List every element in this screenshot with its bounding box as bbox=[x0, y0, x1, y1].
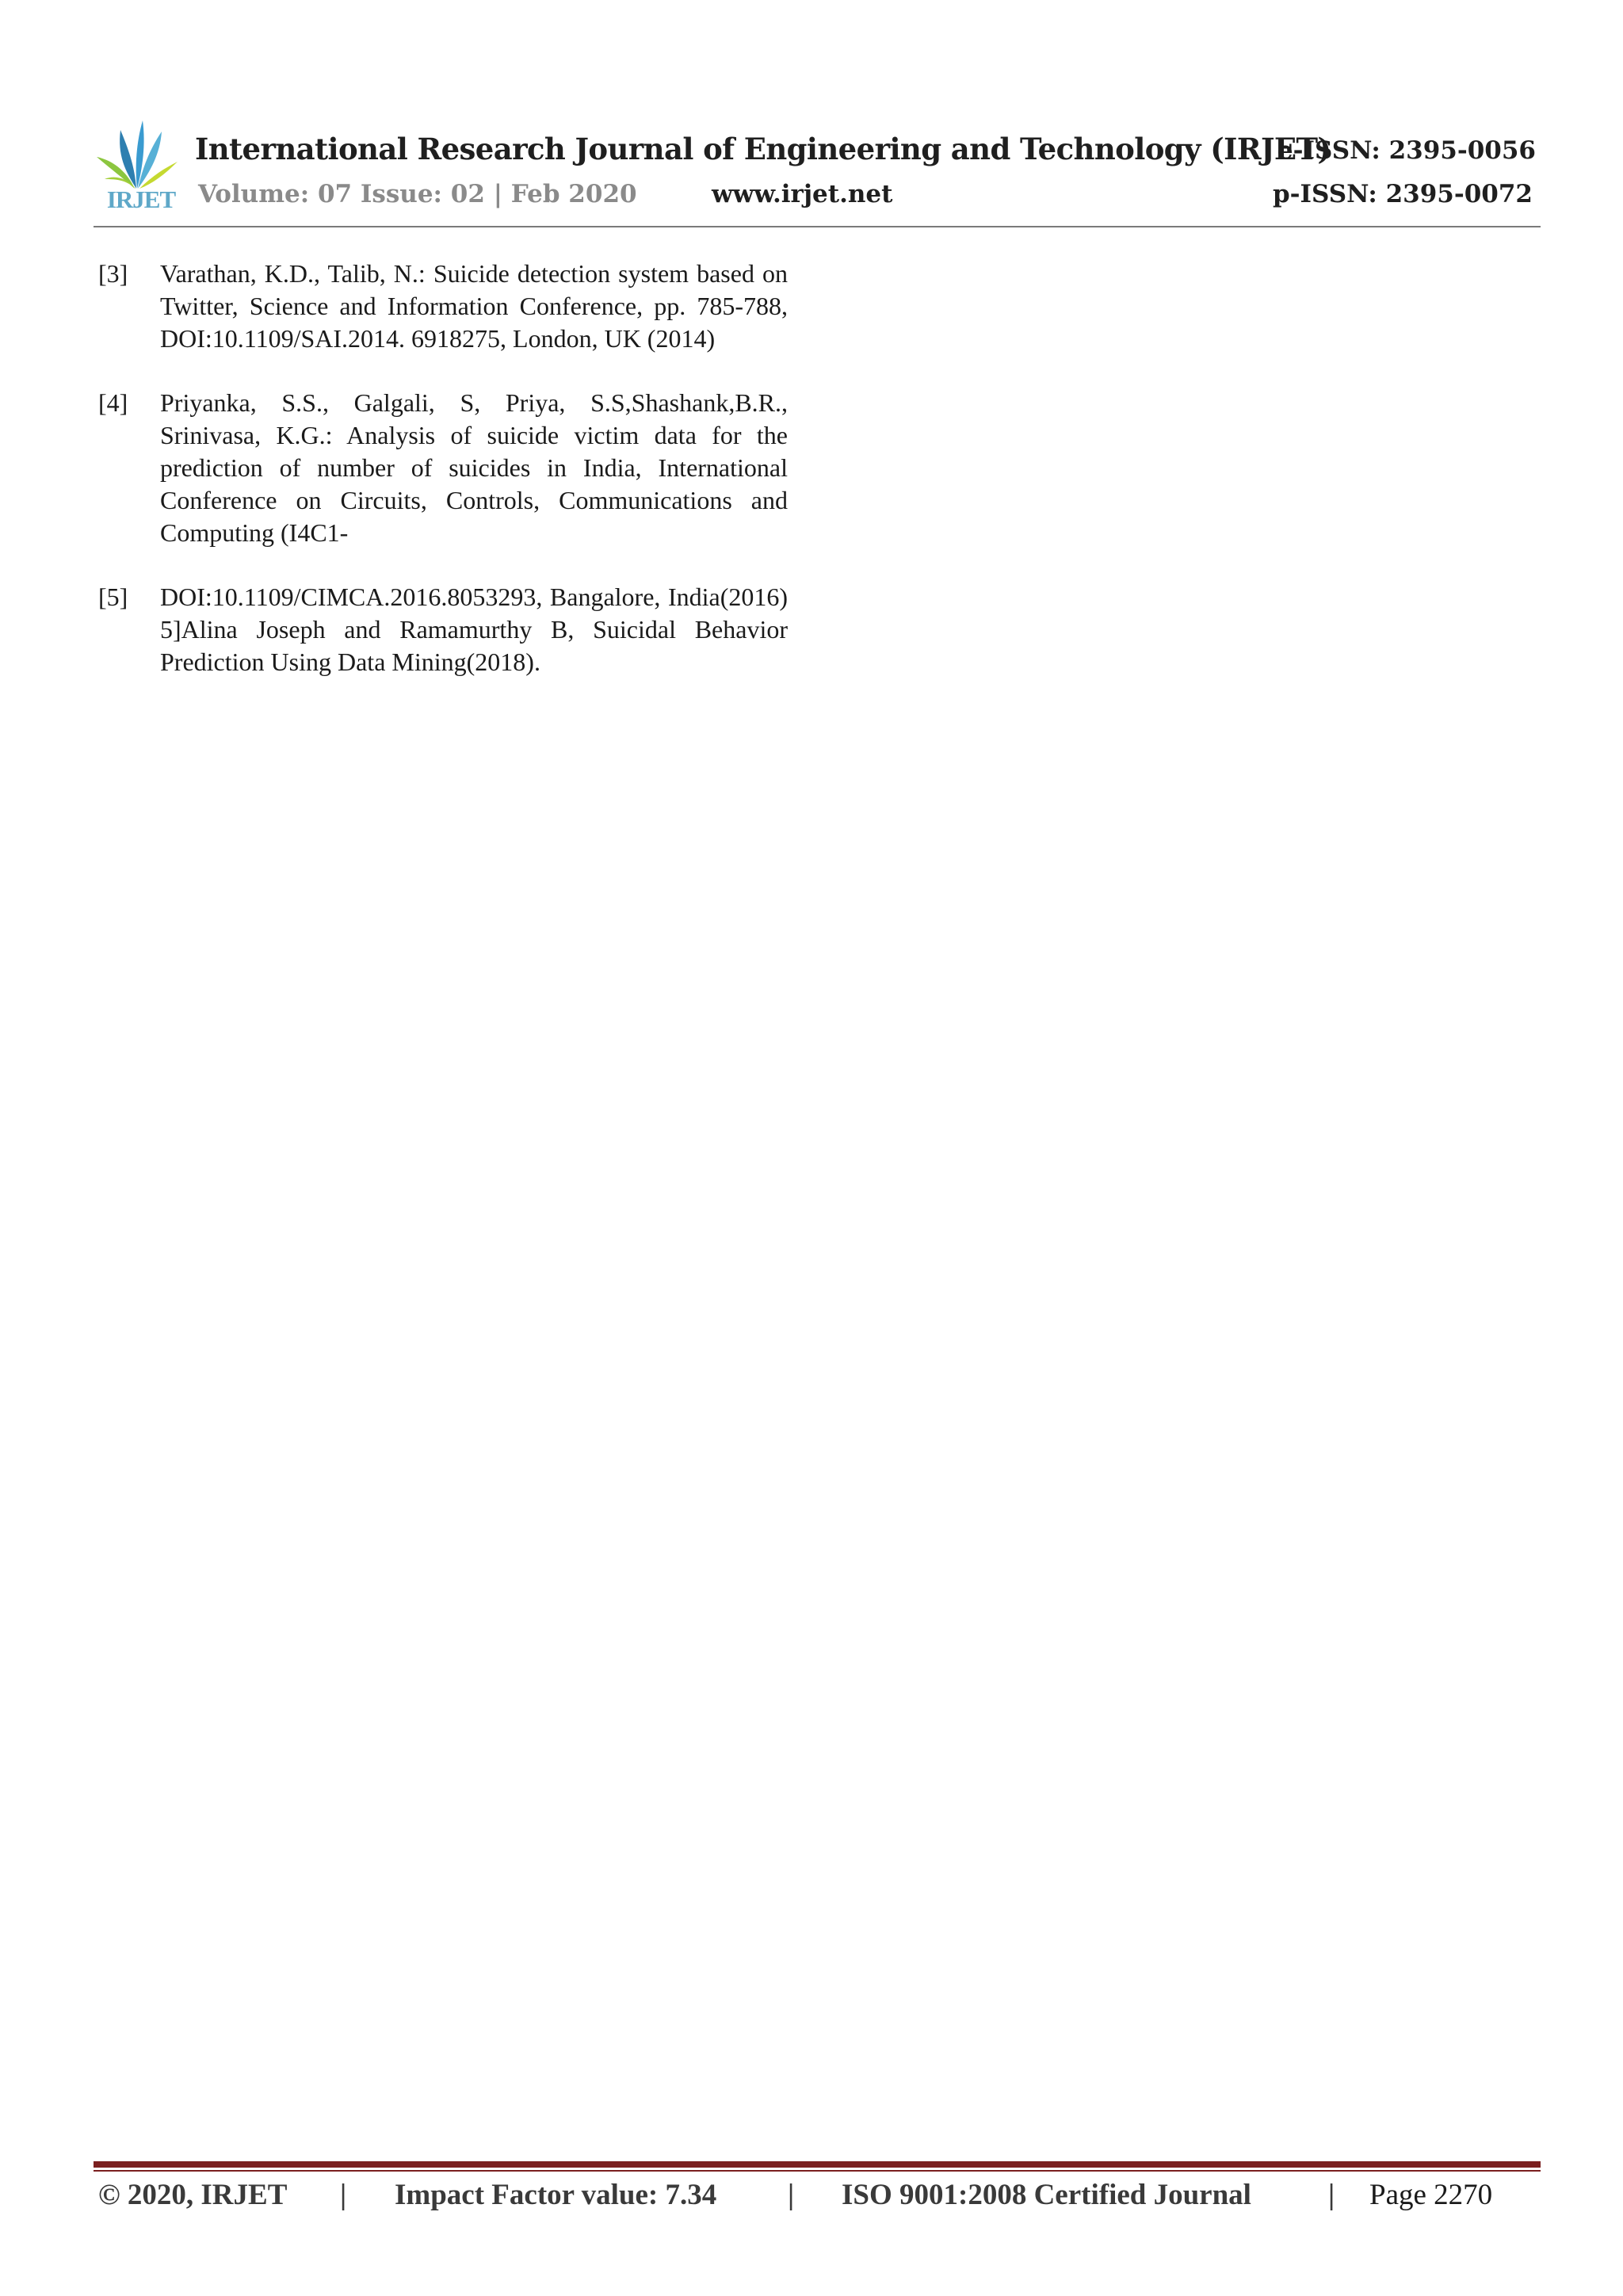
reference-item bbox=[98, 258, 788, 355]
reference-list bbox=[98, 258, 788, 710]
reference-text: DOI:10.1109/CIMCA.2016.8053293, Bangalore, India(2016) 5]Alina Joseph and Ramamurthy B, Suicidal Behavior Prediction Using Data Mining(2018). bbox=[160, 583, 788, 676]
page-header bbox=[94, 111, 1536, 230]
pissn: p-ISSN: 2395-0072 bbox=[1272, 180, 1533, 208]
reference-number: [4] bbox=[98, 388, 128, 417]
footer-copyright: © 2020, IRJET bbox=[98, 2179, 288, 2211]
footer-iso-certification: ISO 9001:2008 Certified Journal bbox=[842, 2179, 1251, 2211]
footer-divider-thick bbox=[94, 2161, 1541, 2168]
reference-item bbox=[98, 581, 788, 678]
footer-separator: | bbox=[788, 2179, 795, 2211]
eissn: e-ISSN: 2395-0056 bbox=[1277, 136, 1536, 165]
leaf-logo-icon bbox=[94, 116, 179, 192]
footer-page-number: Page 2270 bbox=[1369, 2179, 1493, 2211]
journal-website-link[interactable]: www.irjet.net bbox=[712, 180, 893, 208]
reference-text: Priyanka, S.S., Galgali, S, Priya, S.S,Shashank,B.R., Srinivasa, K.G.: Analysis of suicide victim data for the prediction of number of suicides in India, International Conference on Circuits, Controls, Communications and Computing (I4C1- bbox=[160, 388, 788, 547]
page-footer bbox=[98, 2178, 1541, 2225]
footer-impact-factor: Impact Factor value: 7.34 bbox=[395, 2179, 717, 2211]
footer-separator: | bbox=[340, 2179, 347, 2211]
footer-divider-thin bbox=[94, 2170, 1541, 2172]
header-divider bbox=[94, 226, 1541, 227]
reference-number: [5] bbox=[98, 583, 128, 611]
reference-text: Varathan, K.D., Talib, N.: Suicide detection system based on Twitter, Science and Information Conference, pp. 785-788, DOI:10.1109/SAI.2014. 6918275, London, UK (2014) bbox=[160, 259, 788, 353]
footer-separator: | bbox=[1328, 2179, 1335, 2211]
reference-number: [3] bbox=[98, 259, 128, 288]
irjet-logo bbox=[94, 116, 179, 219]
journal-title: International Research Journal of Engineering and Technology (IRJET) bbox=[195, 132, 1331, 166]
logo-wordmark: IRJET bbox=[106, 185, 176, 213]
volume-issue: Volume: 07 Issue: 02 | Feb 2020 bbox=[198, 180, 637, 208]
reference-item bbox=[98, 387, 788, 549]
